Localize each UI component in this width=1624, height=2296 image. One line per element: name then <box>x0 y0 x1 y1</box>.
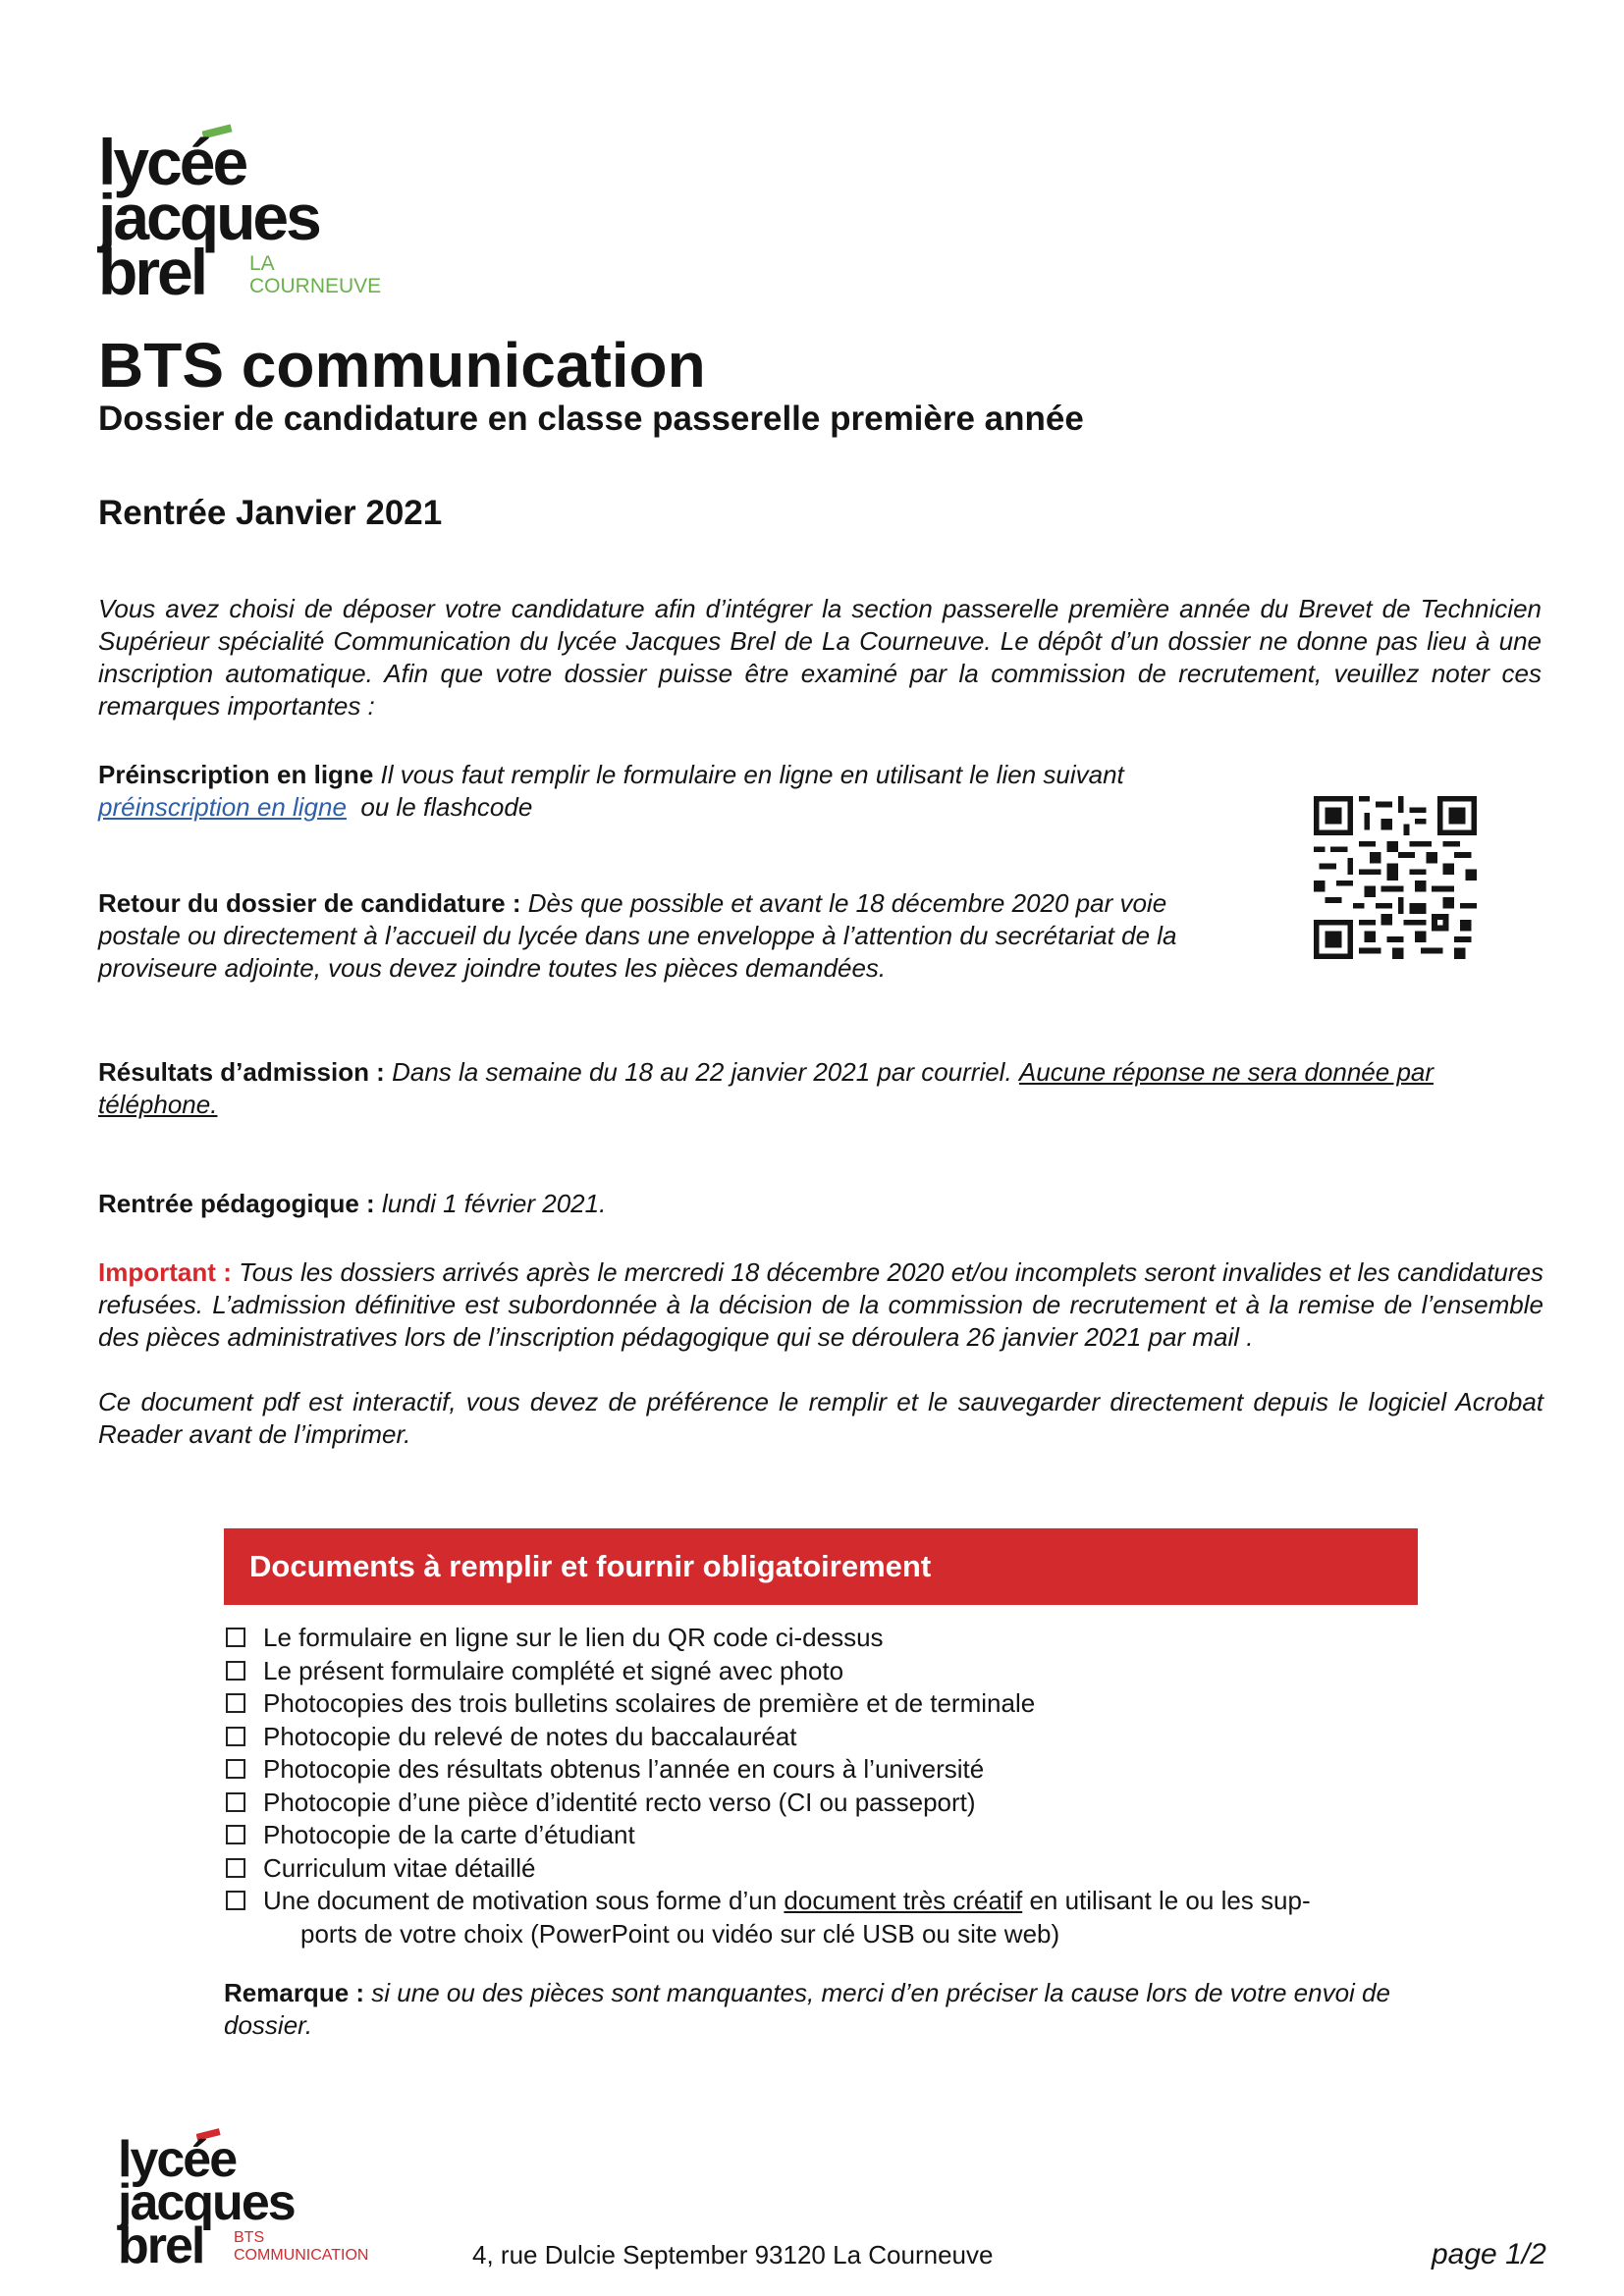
document-item <box>224 1687 1418 1721</box>
resultats-label: Résultats d’admission : <box>98 1057 385 1087</box>
pdf-note-text: Ce document pdf est interactif, vous devez de préférence le remplir et le sauvegarder directement depuis le logiciel Acrobat Reader avant de l’imprimer. <box>98 1387 1543 1449</box>
retour-label: Retour du dossier de candidature : <box>98 888 521 918</box>
footer-logo-sub-communication: COMMUNICATION <box>234 2247 369 2264</box>
document-checkbox[interactable] <box>226 1628 245 1647</box>
document-item <box>224 1655 1418 1688</box>
document-item <box>224 1819 1418 1852</box>
document-checkbox[interactable] <box>226 1825 245 1844</box>
header-logo <box>98 126 412 308</box>
footer-logo-word-jacques: jacques <box>118 2174 295 2231</box>
rentree-heading: Rentrée Janvier 2021 <box>98 494 443 532</box>
document-item-label: Photocopie des résultats obtenus l’année en cours à l’université <box>263 1754 985 1784</box>
qr-code-icon[interactable] <box>1314 796 1477 959</box>
preinscription-suffix: ou le flashcode <box>360 792 533 822</box>
retour-block <box>98 887 1227 985</box>
preinscription-text: Il vous faut remplir le formulaire en ligne en utilisant le lien suivant <box>380 760 1124 789</box>
important-block <box>98 1256 1543 1354</box>
page-subtitle: Dossier de candidature en classe passerelle première année <box>98 400 1084 438</box>
document-item-label: Photocopie de la carte d’étudiant <box>263 1820 635 1849</box>
resultats-block <box>98 1056 1551 1121</box>
intro-text: Vous avez choisi de déposer votre candidature afin d’intégrer la section passerelle première année du Brevet de Technicien Supérieur spécialité Communication du lycée Jacques Brel de La Courneuve. Le dépôt d’un dossier ne donne pas lieu à une inscription automatique. Afin que votre dossier puisse être examiné par la commission de recrutement, veuillez noter ces remarques importantes : <box>98 594 1542 721</box>
remarque-block <box>224 1977 1412 2042</box>
footer-logo-sub-bts: BTS <box>234 2229 265 2246</box>
document-item <box>224 1852 1418 1886</box>
document-item <box>224 1622 1418 1655</box>
document-checkbox[interactable] <box>226 1693 245 1713</box>
documents-heading <box>224 1528 1418 1605</box>
resultats-text: Dans la semaine du 18 au 22 janvier 2021 par courriel. <box>392 1057 1012 1087</box>
remarque-text: si une ou des pièces sont manquantes, merci d’en préciser la cause lors de votre envoi de dossier. <box>224 1978 1390 2040</box>
important-label: Important : <box>98 1257 232 1287</box>
motivation-continuation: ports de votre choix (PowerPoint ou vidéo sur clé USB ou site web) <box>300 1918 1060 1949</box>
document-item-label: Curriculum vitae détaillé <box>263 1852 536 1883</box>
rentree-pedagogique-block <box>98 1188 1551 1220</box>
page-number: page 1/2 <box>1432 2238 1546 2270</box>
footer-logo-word-brel: brel <box>118 2217 204 2274</box>
rentree-pedagogique-label: Rentrée pédagogique : <box>98 1189 375 1218</box>
remarque-label: Remarque : <box>224 1978 365 2007</box>
document-item-motivation <box>224 1885 1418 1950</box>
document-item <box>224 1787 1418 1820</box>
retour-text: Dès que possible et avant le 18 décembre 2020 par voie postale ou directement à l’accueil du lycée dans une enveloppe à l’attention du secrétariat de la proviseure adjointe, vous devez joindre toutes les pièces demandées. <box>98 888 1177 983</box>
document-checkbox[interactable] <box>226 1792 245 1812</box>
document-checkbox[interactable] <box>226 1891 245 1910</box>
document-item-label: Le formulaire en ligne sur le lien du QR code ci-dessus <box>263 1623 884 1652</box>
page-title: BTS communication <box>98 330 706 400</box>
document-checkbox[interactable] <box>226 1858 245 1878</box>
logo-sub-la: LA <box>249 252 275 275</box>
document-item-label: Photocopie d’une pièce d’identité recto verso (CI ou passeport) <box>263 1787 976 1817</box>
logo-sub-courneuve: COURNEUVE <box>249 275 382 297</box>
document-item-label: Photocopies des trois bulletins scolaires de première et de terminale <box>263 1688 1036 1718</box>
preinscription-label: Préinscription en ligne <box>98 760 374 789</box>
logo-word-lycee: lycée <box>98 126 246 198</box>
document-checkbox[interactable] <box>226 1727 245 1746</box>
footer-logo-word-lycee: lycée <box>118 2131 237 2188</box>
preinscription-link[interactable]: préinscription en ligne <box>98 792 347 822</box>
motivation-before: Une document de motivation sous forme d’un <box>263 1886 778 1915</box>
logo-word-jacques: jacques <box>98 181 319 253</box>
document-item-label: Photocopie du relevé de notes du baccalauréat <box>263 1721 797 1751</box>
documents-heading-text: Documents à remplir et fournir obligatoirement <box>249 1549 932 1583</box>
intro-paragraph <box>98 593 1542 722</box>
document-item <box>224 1753 1418 1787</box>
pdf-note <box>98 1386 1543 1451</box>
preinscription-block <box>98 759 1227 824</box>
document-checkbox[interactable] <box>226 1759 245 1779</box>
important-text: Tous les dossiers arrivés après le mercredi 18 décembre 2020 et/ou incomplets seront invalides et les candidatures refusées. L’admission définitive est subordonnée à la décision de la commission de recrutement et à la remise de l’ensemble des pièces administratives lors de l’inscription pédagogique qui se déroulera 26 janvier 2021 par mail . <box>98 1257 1543 1352</box>
logo-word-brel: brel <box>98 236 206 308</box>
resultats-underlined: Aucune réponse ne sera donnée par téléphone. <box>98 1057 1435 1119</box>
rentree-pedagogique-text: lundi 1 février 2021. <box>381 1189 607 1218</box>
document-item-label: Le présent formulaire complété et signé avec photo <box>263 1655 844 1685</box>
motivation-underlined: document très créatif <box>784 1886 1023 1915</box>
document-item <box>224 1721 1418 1754</box>
documents-checklist <box>224 1622 1418 1950</box>
motivation-after: en utilisant le ou les sup- <box>1029 1886 1311 1915</box>
document-checkbox[interactable] <box>226 1661 245 1681</box>
footer-logo <box>118 2130 412 2274</box>
footer-address: 4, rue Dulcie September 93120 La Courneuve <box>472 2240 994 2269</box>
